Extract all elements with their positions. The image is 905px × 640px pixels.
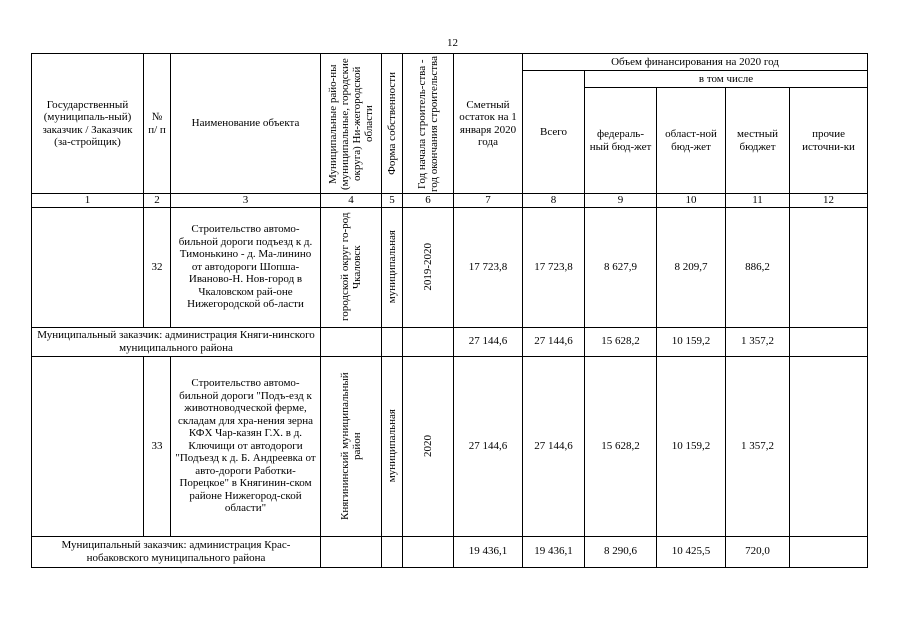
row32-estimate: 17 723,8 [454,207,523,327]
col-number: 8 [523,194,585,208]
row33-ownership-text: муниципальная [386,409,398,483]
row32-other [790,207,868,327]
row33-number: 33 [144,356,171,536]
col-number: 7 [454,194,523,208]
customer2-federal: 8 290,6 [585,536,657,567]
empty-cell [321,327,382,356]
customer1-total: 27 144,6 [523,327,585,356]
col-number: 5 [382,194,403,208]
col-number: 11 [726,194,790,208]
row32-object-name: Строительство автомо-бильной дороги подъезд к д. Тимонькино - д. Ма-линино от автодороги Шопша-Иваново-Н. Нов-город в Чкаловском рай-оне Нижегородской об-ласти [171,207,321,327]
customer2-regional: 10 425,5 [657,536,726,567]
table-row [32,356,868,536]
empty-cell [403,327,454,356]
header-municipality [321,54,382,194]
header-years-text: Год начала строитель-ства - год окончания строительства [416,55,440,192]
row33-years-text: 2020 [422,435,434,457]
row33-object-name: Строительство автомо-бильной дороги "Подъ-езд к животноводческой ферме, складам для хра-нения зерна КФХ Чар-казян Г.Х. в д. Ключищи от автодороги "Подъезд к д. Б. Андреевка от авто-дороги Работки-Порецкое" в Княгинин-ском районе Нижегород-ской области" [171,356,321,536]
empty-cell [403,536,454,567]
header-local: местный бюджет [726,88,790,194]
page-number: 12 [447,37,458,49]
header-years [403,54,454,194]
empty-cell [382,327,403,356]
header-ownership-text: Форма собственности [386,72,398,175]
empty-cell [321,536,382,567]
header-federal: федераль-ный бюд-жет [585,88,657,194]
row32-municipality-text: городской округ го-род Чкаловск [339,212,363,322]
customer-subtotal-row [32,536,868,567]
header-including: в том числе [585,71,868,88]
customer2-estimate: 19 436,1 [454,536,523,567]
col-number: 9 [585,194,657,208]
empty-cell [382,536,403,567]
customer1-regional: 10 159,2 [657,327,726,356]
row32-years-text: 2019-2020 [422,243,434,291]
customer1-estimate: 27 144,6 [454,327,523,356]
row32-regional: 8 209,7 [657,207,726,327]
col-number: 3 [171,194,321,208]
customer-subtotal-row [32,327,868,356]
row33-other [790,356,868,536]
col-number: 10 [657,194,726,208]
row32-federal: 8 627,9 [585,207,657,327]
row32-municipality [321,207,382,327]
row33-years [403,356,454,536]
col-number: 12 [790,194,868,208]
row33-municipality-text: Княгининский муниципальный район [339,372,363,520]
header-financing: Объем финансирования на 2020 год [523,54,868,71]
row33-estimate: 27 144,6 [454,356,523,536]
row32-local: 886,2 [726,207,790,327]
row32-ownership [382,207,403,327]
header-estimate: Сметный остаток на 1 января 2020 года [454,54,523,194]
table-row [32,207,868,327]
row32-number: 32 [144,207,171,327]
header-number: № п/ п [144,54,171,194]
column-number-row [32,194,868,208]
row33-regional: 10 159,2 [657,356,726,536]
col-number: 4 [321,194,382,208]
row32-total: 17 723,8 [523,207,585,327]
col-number: 6 [403,194,454,208]
row33-local: 1 357,2 [726,356,790,536]
col-number: 1 [32,194,144,208]
header-municipality-text: Муниципальные райо-ны (муниципальные, городские округа) Ни-жегородской области [327,57,375,190]
financing-table [31,53,868,568]
row33-customer [32,356,144,536]
customer1-federal: 15 628,2 [585,327,657,356]
header-total: Всего [523,71,585,194]
customer1-local: 1 357,2 [726,327,790,356]
header-ownership [382,54,403,194]
empty-cell [790,327,868,356]
row32-customer [32,207,144,327]
empty-cell [790,536,868,567]
header-regional: област-ной бюд-жет [657,88,726,194]
header-customer: Государственный (муниципаль-ный) заказчик / Заказчик (за-стройщик) [32,54,144,194]
row32-years [403,207,454,327]
row33-ownership [382,356,403,536]
header-other: прочие источни-ки [790,88,868,194]
col-number: 2 [144,194,171,208]
row33-total: 27 144,6 [523,356,585,536]
customer2-local: 720,0 [726,536,790,567]
header-object-name: Наименование объекта [171,54,321,194]
row33-municipality [321,356,382,536]
customer1-label: Муниципальный заказчик: администрация Княги-нинского муниципального района [32,327,321,356]
row32-ownership-text: муниципальная [386,230,398,304]
customer2-total: 19 436,1 [523,536,585,567]
row33-federal: 15 628,2 [585,356,657,536]
customer2-label: Муниципальный заказчик: администрация Крас-нобаковского муниципального района [32,536,321,567]
